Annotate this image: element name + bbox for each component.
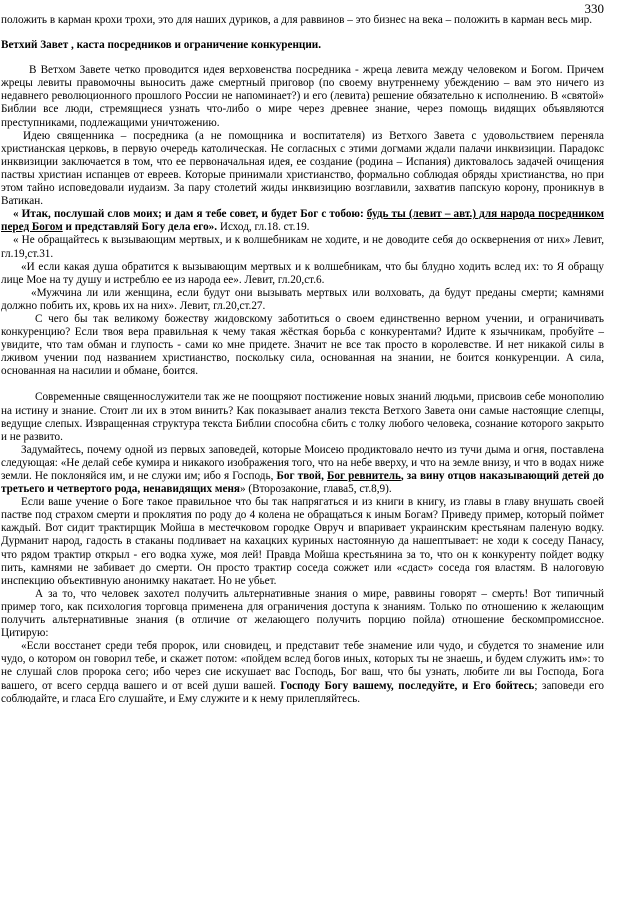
page-content — [1, 14, 604, 706]
intro-paragraph: положить в карман крохи трохи, это для наших дуриков, а для раввинов – это бизнес на века – положить в карман весь мир. — [1, 14, 593, 26]
page-number: 330 — [584, 1, 604, 16]
paragraph-3: С чего бы так великому божеству жидовскому заботиться о своем единственно верном учении, и ограничивать конкуренцию? Если твоя вера правильная к чему такая жёсткая борьба с конкурентами? Идите к язычникам, пробуйте – увидите, что там обман и глупость - сами ко мне придете. Значит не все так просто в королевстве. И нет никакой силы в лживом учении под названием христианство, поскольку сила, основанная на знании, не боится конкуренции. А сила, основанная на насилии и обмане, боится. — [1, 312, 604, 378]
quote-3: «И если какая душа обратится к вызывающим мертвых и к волшебникам, что бы блудно ходить вслед их: то Я обращу лице Мое на ту душу и истреблю ее из народа ее». Левит, гл.20,ст.6. — [1, 260, 604, 286]
paragraph-1: В Ветхом Завете четко проводится идея верховенства посредника - жреца левита между человеком и Богом. Причем жрецы левиты правомочны выносить даже смертный приговор (по своему внутреннему убеждению – вам это ничего из недавнего революционного прошлого России не напоминает?) и его (левита) решение обязательно к исполнению. В «святой» Библии все люди, стремящиеся узнать что-либо о мире через древнее знание, через помощь видящих объявляются преступниками, подлежащими уничтожению. — [1, 64, 604, 129]
paragraph-5 — [1, 444, 604, 496]
quote-1-underlined: будь ты (левит – авт.) для народа посредником перед Богом — [1, 208, 605, 234]
quote-5-text: «Если восстанет среди тебя пророк, или сновидец, и представит тебе знамение или чудо, и сбудется то знамение или чудо, о котором он говорил тебе, и скажет потом: «пойдем вслед богов иных, которых ты не знаешь, и будем служить им»: то не слушай слов пророка сего; ибо через сие искушает вас Господь, Бог ваш, что бы узнать, любите ли вы Господа, Бога вашего, от всего сердца вашего и от всей души вашей. — [1, 640, 604, 692]
paragraph-5-text: Задумайтесь, почему одной из первых заповедей, которые Моисею продиктовало нечто из тучи дыма и огня, поставлена следующая: «Не делай себе кумира и никакого изображения того, что на небе вверху, и что на земле внизу, и что в водах ниже земли. Не поклоняйся им, и не служи им; ибо я Господь, — [1, 443, 604, 482]
quote-2: « Не обращайтесь к вызывающим мертвых, и к волшебникам не ходите, и не доводите себя до осквернения от них» Левит, гл.19,ст.31. — [1, 234, 604, 260]
quote-5-end: ; заповеди его соблюдайте, и гласа Его слушайте, и Ему служите и к нему прилепляйтесь. — [1, 679, 604, 705]
quote-1-bold-start: « Итак, послушай слов моих; и дам я тебе совет, и будет Бог с тобою: — [13, 208, 367, 221]
paragraph-6: Если ваше учение о Боге такое правильное что бы так напрягаться и из книги в книгу, из главы в главу внушать своей пастве под страхом смерти и проклятия по роду до 4 колена не обращаться к иным Богам? Приведу пример, который поймет каждый. Вот сидит трактирщик Мойша в местечковом городке Овруч и впаривает украинским крестьянам паленую водку. Дурманит народ, гадость в стаканы подливает на кахацких куриных настоянную да нашептывает: не ходи к соседу Панасу, что рядом трактир открыл - его водка хуже, моя лей! Правда Мойша крестьянина за то, что он к конкуренту пойдет водку пить, камнями не забивает до смерти. Он просто трактир соседа сожжет или «сдаст» соседа гоя властям. В налоговую инспекцию объективную анонимку накатает. Но не убьет. — [1, 496, 604, 587]
paragraph-5-bold-2: , за вину отцов наказывающий детей до третьего и четвертого рода, ненавидящих меня — [1, 470, 604, 496]
paragraph-4: Современные священнослужители так же не поощряют постижение новых знаний людьми, присвоив себе монополию на истину и знание. Стоит ли их в этом винить? Как показывает анализ текста Ветхого Завета они самые настоящие слепцы, ведущие слепых. Извращенная структура текста Библии способна сбить с толку любого человека, сознание которого закрыто и не развито. — [1, 391, 604, 443]
quote-5 — [1, 640, 604, 705]
paragraph-5-bold-1: Бог твой, — [276, 470, 327, 482]
quote-5-bold: Господу Богу вашему, последуйте, и Его бойтесь — [280, 679, 535, 692]
quote-4: «Мужчина ли или женщина, если будут они вызывать мертвых или волховать, да будут преданы смерти; камнями должно побить их, кровь их на них». Левит, гл.20,ст.27. — [1, 286, 604, 312]
paragraph-5-bold-underlined: Бог ревнитель — [326, 470, 401, 482]
paragraph-5-reference: » (Второзаконие, глава5, ст.8,9). — [239, 483, 392, 496]
quote-1 — [1, 208, 604, 234]
paragraph-7: А за то, что человек захотел получить альтернативные знания о мире, раввины говорят – смерть! Вот типичный пример того, как психология торговца применена для ограничения доступа к знаниям. Только по отношению к желающим получить альтернативные знания (в отличие от желающего получить порцию пойла) отношение бескомпромиссное. Цитирую: — [1, 587, 604, 640]
paragraph-2: Идею священника – посредника (а не помощника и воспитателя) из Ветхого Завета с удовольствием переняла христианская церковь, в первую очередь католическая. Не согласных с этими догмами ждали палачи инквизиции. Парадокс инквизиции заключается в том, что ее первоначальная идея, ее создание (родина – Испания) диктовалось задачей очищения паствы христиан испанцев от евреев. Которые принимали христианство, формально соблюдая обряды христианства, но при этом тайно исповедовали иудаизм. За пару столетий жиды инквизицию возглавили, захватив папскую корону, проникнув в Ватикан. — [1, 129, 604, 208]
quote-1-bold-end: и представляй Богу дела его». — [62, 221, 218, 234]
section-heading: Ветхий Завет , каста посредников и ограничение конкуренции. — [1, 39, 322, 52]
quote-1-reference: Исход, гл.18. ст.19. — [217, 221, 310, 234]
